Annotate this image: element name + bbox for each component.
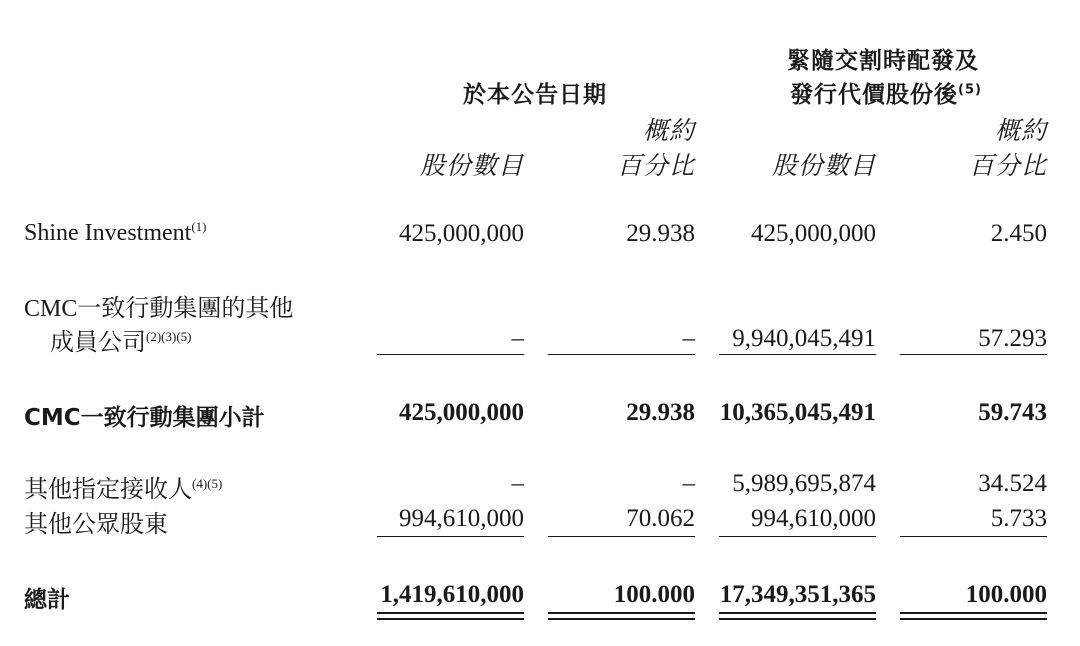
underline-col1 xyxy=(377,354,524,355)
underline-col4 xyxy=(900,536,1047,537)
cell-shares-after: 425,000,000 xyxy=(751,220,876,247)
cell-pct-before: 29.938 xyxy=(626,399,695,426)
cell-pct-after: 34.524 xyxy=(978,470,1047,497)
cell-shares-after: 17,349,351,365 xyxy=(719,581,876,608)
cell-shares-before: 425,000,000 xyxy=(399,220,524,247)
cell-shares-before: 994,610,000 xyxy=(399,505,524,532)
subheader-approx-1: 概約 xyxy=(642,118,695,145)
subheader-approx-2: 概約 xyxy=(994,118,1047,145)
double-underline-col1-a xyxy=(377,612,524,614)
cell-shares-before: 1,419,610,000 xyxy=(380,581,524,608)
cell-pct-after: 59.743 xyxy=(978,399,1047,426)
subheader-shares-2: 股份數目 xyxy=(771,153,876,180)
double-underline-col4-a xyxy=(900,612,1047,614)
subheader-percentage-2: 百分比 xyxy=(968,153,1047,180)
header-after-completion-line2 xyxy=(790,76,982,109)
underline-col4 xyxy=(900,354,1047,355)
cell-pct-after: 5.733 xyxy=(990,505,1047,532)
double-underline-col1-b xyxy=(377,618,524,620)
cell-pct-after: 57.293 xyxy=(978,325,1047,352)
cell-shares-before: – xyxy=(511,325,524,352)
underline-col2 xyxy=(548,354,695,355)
row-label-cmc-subtotal: CMC一致行動集團小計 xyxy=(24,405,265,431)
double-underline-col4-b xyxy=(900,618,1047,620)
underline-col2 xyxy=(548,536,695,537)
cell-shares-after: 5,989,695,874 xyxy=(732,470,876,497)
cell-shares-before: – xyxy=(511,470,524,497)
double-underline-col3-b xyxy=(719,618,876,620)
underline-col1 xyxy=(377,536,524,537)
cell-pct-before: – xyxy=(682,470,695,497)
cell-shares-after: 10,365,045,491 xyxy=(719,399,876,426)
subheader-percentage-1: 百分比 xyxy=(616,153,695,180)
cell-pct-after: 2.450 xyxy=(990,220,1047,247)
row-label-cmc-other-line2 xyxy=(50,322,191,357)
cell-pct-after: 100.000 xyxy=(965,581,1047,608)
cell-pct-before: 70.062 xyxy=(626,505,695,532)
row-label-total: 總計 xyxy=(24,587,70,613)
row-label-text: 成員公司 xyxy=(50,330,146,356)
double-underline-col2-b xyxy=(548,618,695,620)
double-underline-col3-a xyxy=(719,612,876,614)
header-after-completion-line1: 緊隨交割時配發及 xyxy=(787,48,979,74)
row-label-text: 其他指定接收人 xyxy=(24,477,192,503)
cell-pct-before: 100.000 xyxy=(613,581,695,608)
header-as-at-announcement-date: 於本公告日期 xyxy=(463,82,607,108)
note-ref: (1) xyxy=(191,219,207,234)
row-label-public-shareholders: 其他公眾股東 xyxy=(24,512,168,538)
cell-pct-before: 29.938 xyxy=(626,220,695,247)
note-ref: (4)(5) xyxy=(192,476,223,491)
cell-shares-after: 9,940,045,491 xyxy=(732,325,876,352)
cell-shares-after: 994,610,000 xyxy=(751,505,876,532)
row-label-cmc-other-line1: CMC一致行動集團的其他 xyxy=(24,296,294,322)
double-underline-col2-a xyxy=(548,612,695,614)
underline-col3 xyxy=(719,354,876,355)
cell-pct-before: – xyxy=(682,325,695,352)
underline-col3 xyxy=(719,536,876,537)
cell-shares-before: 425,000,000 xyxy=(399,399,524,426)
row-label-shine-investment xyxy=(24,220,206,247)
header-after-completion-text: 發行代價股份後 xyxy=(790,82,958,108)
subheader-shares-1: 股份數目 xyxy=(419,153,524,180)
note-ref: (2)(3)(5) xyxy=(146,329,192,344)
header-note-ref: (5) xyxy=(958,82,982,98)
row-label-other-recipients xyxy=(24,469,222,504)
row-label-text: Shine Investment xyxy=(24,220,192,246)
